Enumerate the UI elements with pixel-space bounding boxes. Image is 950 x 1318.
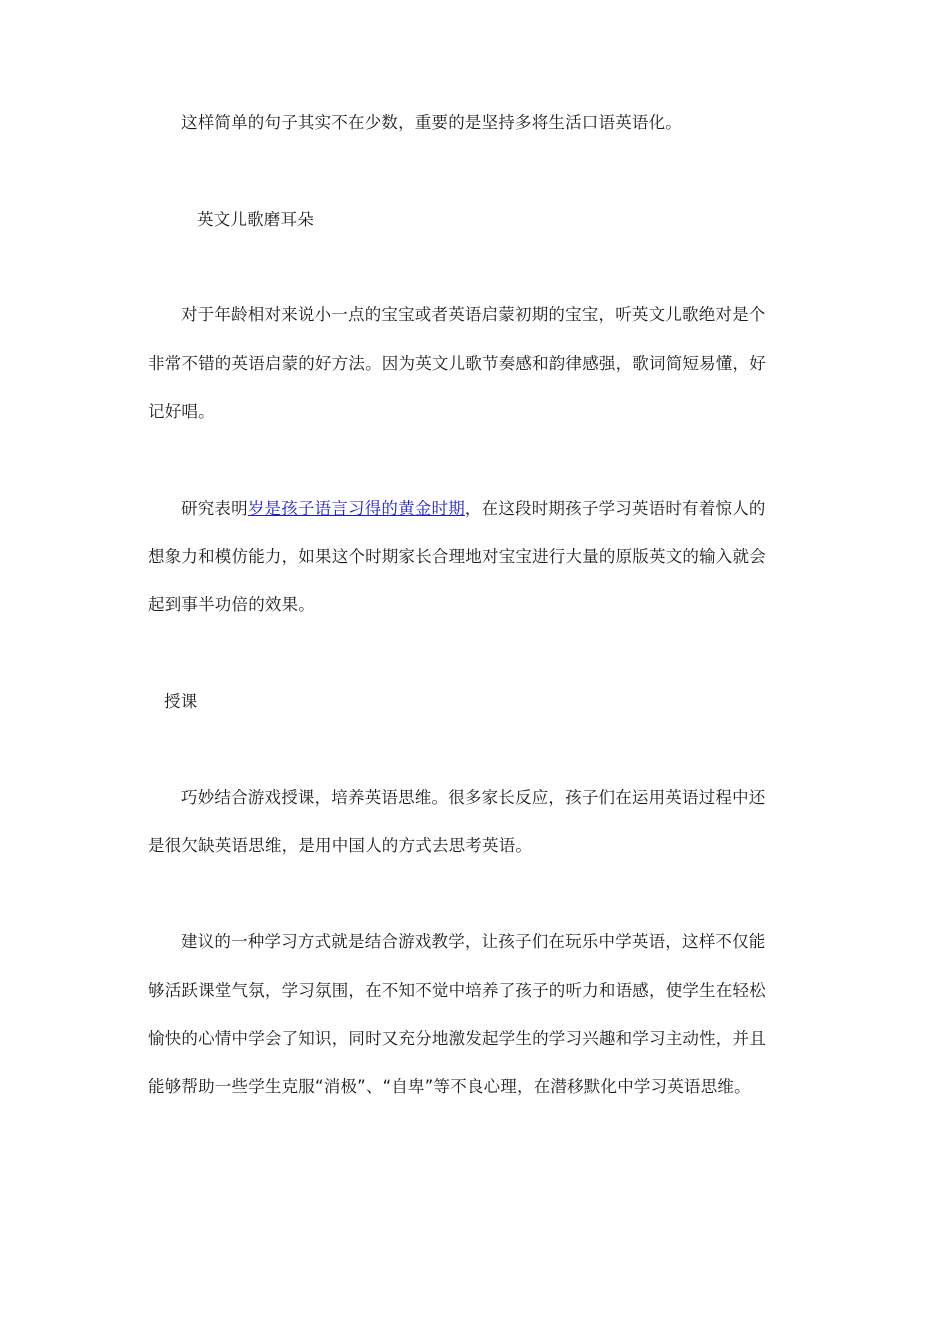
paragraph-line: 巧妙结合游戏授课，培养英语思维。很多家长反应，孩子们在运用英语过程中还 <box>181 788 766 807</box>
paragraph-line: 想象力和模仿能力，如果这个时期家长合理地对宝宝进行大量的原版英文的输入就会 <box>148 547 766 566</box>
paragraph-line: 对于年龄相对来说小一点的宝宝或者英语启蒙初期的宝宝，听英文儿歌绝对是个 <box>181 305 766 324</box>
paragraph-line: 够活跃课堂气氛，学习氛围，在不知不觉中培养了孩子的听力和语感，使学生在轻松 <box>148 981 766 1000</box>
golden-period-link[interactable]: 岁是孩子语言习得的黄金时期 <box>247 499 465 518</box>
paragraph-text: 研究表明 <box>181 499 248 518</box>
paragraph-line: 起到事半功倍的效果。 <box>148 595 315 614</box>
section-heading-children-songs: 英文儿歌磨耳朵 <box>197 210 314 229</box>
paragraph-line: 是很欠缺英语思维，是用中国人的方式去思考英语。 <box>148 836 533 855</box>
paragraph-line <box>181 497 766 521</box>
paragraph-text: ，在这段时期孩子学习英语时有着惊人的 <box>464 499 766 518</box>
paragraph-line: 愉快的心情中学会了知识，同时又充分地激发起学生的学习兴趣和学习主动性，并且 <box>148 1029 766 1048</box>
paragraph-line: 能够帮助一些学生克服“消极”、“自卑”等不良心理，在潜移默化中学习英语思维。 <box>148 1077 751 1096</box>
paragraph-line: 建议的一种学习方式就是结合游戏教学，让孩子们在玩乐中学英语，这样不仅能 <box>181 932 766 951</box>
paragraph-line: 非常不错的英语启蒙的好方法。因为英文儿歌节奏感和韵律感强，歌词简短易懂，好 <box>148 354 766 373</box>
paragraph-line: 这样简单的句子其实不在少数，重要的是坚持多将生活口语英语化。 <box>181 113 682 132</box>
section-heading-teaching: 授课 <box>164 692 198 711</box>
paragraph-line: 记好唱。 <box>148 402 215 421</box>
